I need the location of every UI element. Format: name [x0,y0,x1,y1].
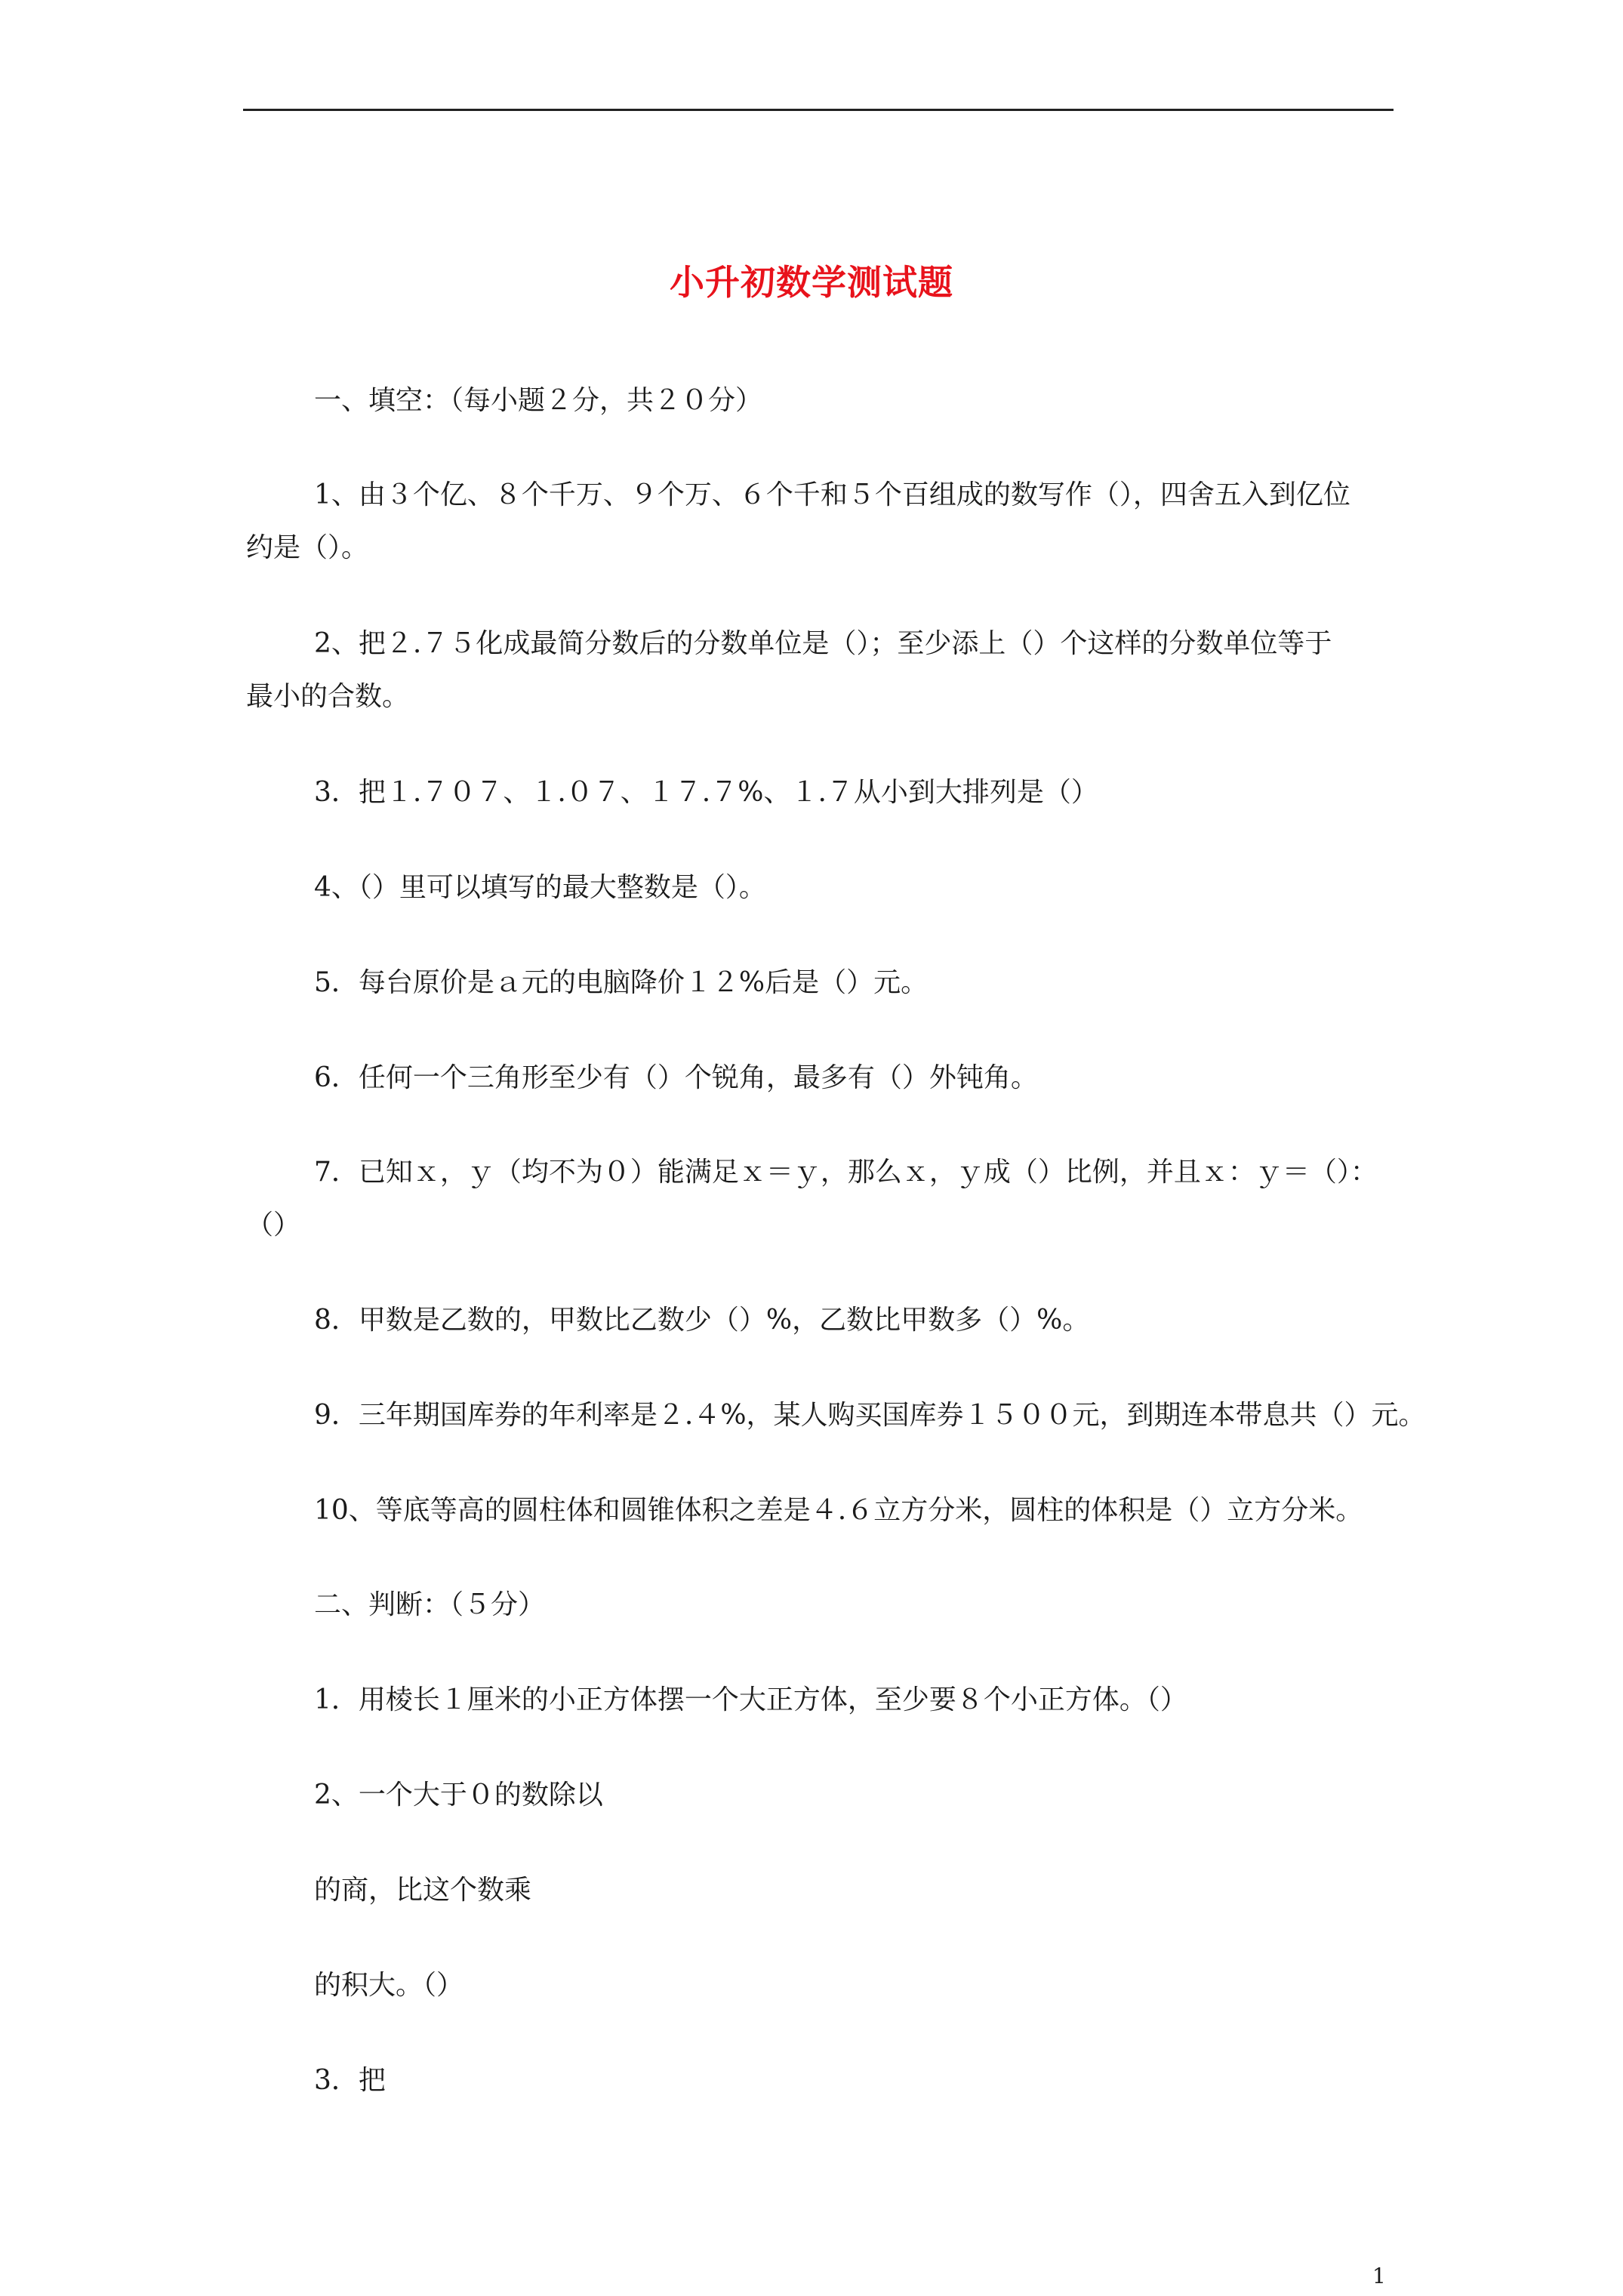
question-line: 5．每台原价是ａ元的电脑降价１２%后是（）元。 [314,967,929,998]
question-line: 3．把１.７０７、１.０７、１７.７%、１.７从小到大排列是（） [314,777,1098,808]
question-line: 3．把 [314,2065,386,2096]
question-line: 的商，比这个数乘 [314,1875,532,1906]
question-line: 2、一个大于０的数除以 [314,1780,603,1811]
question-line: 1、由３个亿、８个千万、９个万、６个千和５个百组成的数写作（），四舍五入到亿位 [314,479,1350,510]
section-heading-fill-blank: 一、填空：（每小题２分，共２０分） [314,385,763,416]
page-number: 1 [1372,2264,1386,2288]
question-line: 1．用棱长１厘米的小正方体摆一个大正方体，至少要８个小正方体。（） [314,1684,1187,1715]
document-title: 小升初数学测试题 [670,262,953,303]
question-line: 10、等底等高的圆柱体和圆锥体积之差是４.６立方分米，圆柱的体积是（）立方分米。 [314,1495,1363,1526]
header-rule [243,109,1394,111]
question-line: 2、把２.７５化成最简分数后的分数单位是（）；至少添上（）个这样的分数单位等于 [314,628,1332,659]
question-line: 6．任何一个三角形至少有（）个锐角，最多有（）外钝角。 [314,1062,1038,1093]
question-line: （） [246,1210,301,1240]
question-line: 最小的合数。 [246,681,410,712]
question-line: 4、（）里可以填写的最大整数是（）。 [314,872,766,903]
question-line: 约是（）。 [246,532,369,563]
question-line: 9．三年期国库券的年利率是２.４%，某人购买国库券１５００元，到期连本带息共（）元。 [314,1400,1426,1431]
question-line: 7．已知ｘ，ｙ（均不为０）能满足ｘ＝ｙ，那么ｘ，ｙ成（）比例，并且ｘ：ｙ＝（）： [314,1157,1378,1188]
question-line: 的积大。（） [314,1970,464,2001]
question-line: 8．甲数是乙数的，甲数比乙数少（）%，乙数比甲数多（）%。 [314,1305,1090,1336]
section-heading-judge: 二、判断：（５分） [314,1589,546,1620]
